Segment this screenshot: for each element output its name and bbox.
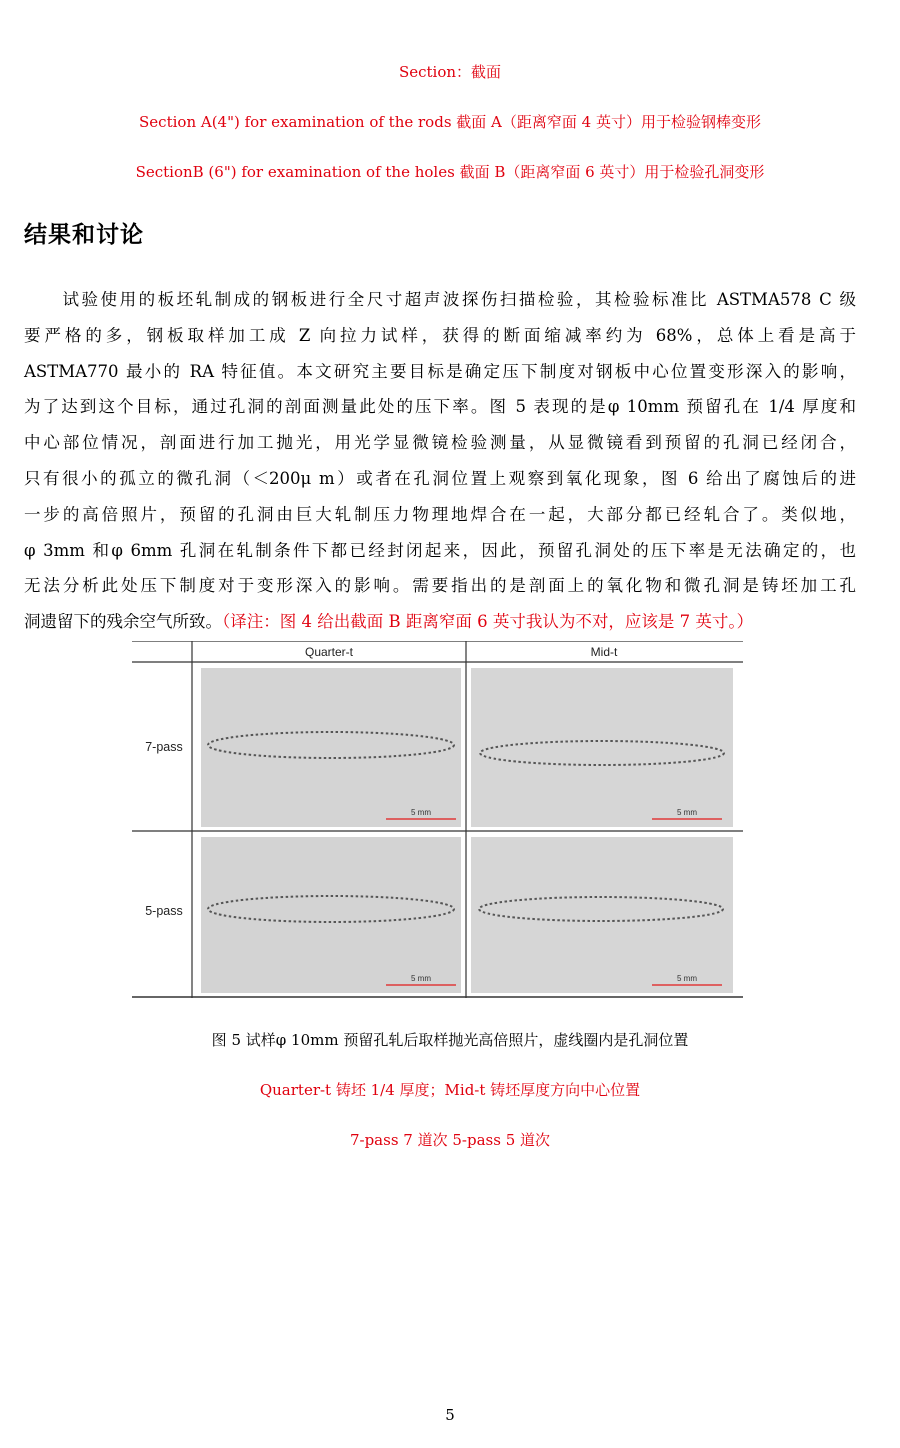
- figure-caption: 图 5 试样φ 10mm 预留孔轧后取样抛光高倍照片，虚线圈内是孔洞位置: [211, 1031, 689, 1049]
- scale-label: 5 mm: [677, 808, 697, 817]
- micrograph-7pass-quarter: [201, 668, 461, 827]
- col-header-quarter-t: Quarter-t: [304, 645, 354, 659]
- scale-label: 5 mm: [411, 808, 431, 817]
- section-label: Section：截面: [398, 63, 502, 81]
- micrograph-5pass-quarter: [201, 837, 461, 993]
- translator-note: （译注：图 4 给出截面 B 距离窄面 6 英寸我认为不对，应该是 7 英寸。）: [222, 612, 754, 632]
- col-header-mid-t: Mid-t: [590, 645, 618, 659]
- section-a-label: Section A(4") for examination of the rods 截面 A（距离窄面 4 英寸）用于检验钢棒变形: [139, 113, 761, 131]
- section-b-label: SectionB (6") for examination of the holes 截面 B（距离窄面 6 英寸）用于检验孔洞变形: [135, 163, 765, 181]
- row-label-5-pass: 5-pass: [145, 904, 183, 918]
- page-number: 5: [445, 1406, 455, 1424]
- section-heading: 结果和讨论: [24, 222, 144, 248]
- scale-label: 5 mm: [677, 974, 697, 983]
- micrograph-figure: [132, 641, 743, 999]
- figure-note-positions: Quarter-t 铸坯 1/4 厚度；Mid-t 铸坯厚度方向中心位置: [259, 1081, 641, 1099]
- paragraph-line: 试验使用的板坯轧制成的钢板进行全尺寸超声波探伤扫描检验，其检验标准比 ASTMA578 C 级: [60, 290, 856, 309]
- micrograph-7pass-mid: [471, 668, 733, 827]
- paragraph-line: [24, 604, 856, 640]
- paragraph-line: 无法分析此处压下制度对于变形深入的影响。需要指出的是剖面上的氧化物和微孔洞是铸坯加工孔: [24, 576, 856, 596]
- paragraph-line: 为了达到这个目标，通过孔洞的剖面测量此处的压下率。图 5 表现的是φ 10mm 预留孔在 1/4 厚度和: [24, 397, 856, 417]
- scale-label: 5 mm: [411, 974, 431, 983]
- paragraph-line: 要严格的多，钢板取样加工成 Z 向拉力试样，获得的断面缩减率约为 68%，总体上看是高于: [24, 325, 856, 345]
- paragraph-line: 只有很小的孤立的微孔洞（＜200μ m）或者在孔洞位置上观察到氧化现象，图 6 给出了腐蚀后的进: [24, 468, 856, 488]
- body-paragraph: [24, 282, 856, 640]
- paragraph-line: ASTMA770 最小的 RA 特征值。本文研究主要目标是确定压下制度对钢板中心位置变形深入的影响，: [24, 361, 856, 381]
- paragraph-text: 洞遗留下的残余空气所致。: [24, 612, 222, 632]
- paragraph-line: 一步的高倍照片，预留的孔洞由巨大轧制压力物理地焊合在一起，大部分都已经轧合了。类似地，: [24, 504, 856, 524]
- paragraph-line: φ 3mm 和φ 6mm 孔洞在轧制条件下都已经封闭起来，因此，预留孔洞处的压下率是无法确定的，也: [24, 540, 856, 560]
- micrograph-5pass-mid: [471, 837, 733, 993]
- figure-note-passes: 7-pass 7 道次 5-pass 5 道次: [349, 1131, 551, 1149]
- row-label-7-pass: 7-pass: [145, 740, 183, 754]
- paragraph-line: 中心部位情况，剖面进行加工抛光，用光学显微镜检验测量，从显微镜看到预留的孔洞已经闭合，: [24, 433, 856, 453]
